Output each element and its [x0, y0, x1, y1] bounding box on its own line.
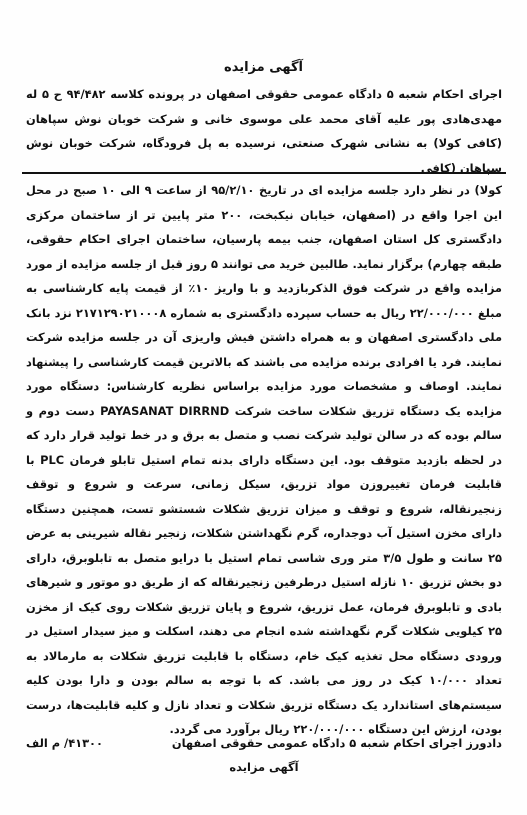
signature-row [26, 731, 502, 755]
notice-body-text: کولا) در نظر دارد جلسه مزایده ای در تاریخ ۹۵/۲/۱۰ از ساعت ۹ الی ۱۰ صبح در محل این اجرا واقع در (اصفهان، خیابان نیکبخت، ۲۰۰ متر پایین تر از ساختمان مرکزی دادگستری کل استان اصفهان، جنب بیمه پارسیان، ساختمان اجرای احکام حقوقی، طبقه چهارم) برگزار نماید. طالبین خرید می توانند ۵ روز قبل از جلسه مزایده از مورد مزایده واقع در شرکت فوق الذکربازدید و با واریز ۱۰٪ از قیمت پایه کارشناسی به مبلغ ۲۲/۰۰۰/۰۰۰ ریال به حساب سپرده دادگستری به شماره ۲۱۷۱۲۹۰۲۱۰۰۰۸ نزد بانک ملی دادگستری اصفهان و به همراه داشتن فیش واریزی آن در جلسه مزایده شرکت نمایند. فرد یا افرادی برنده مزایده می باشند که بالاترین قیمت کارشناسی را پیشنهاد نمایند. اوصاف و مشخصات مورد مزایده براساس نظریه کارشناس: دستگاه مورد مزایده یک دستگاه تزریق شکلات ساخت شرکت PAYASANAT DIRRND دست دوم و سالم بوده که در سالن تولید شرکت نصب و متصل به برق و در خط تولید قرار دارد که در لحظه بازدید متوقف بود. این دستگاه دارای بدنه تمام استیل تابلو فرمان PLC با قابلیت فرمان تغییروزن مواد تزریق، سیکل زمانی، سرعت و شروع و توقف زنجیرنقاله، شروع و توقف و میزان تزریق شکلات شستشو تست، همچنین دستگاه دارای مخزن استیل آب دوجداره، گرم نگهداشتن شکلات، زنجیر نقاله شیرینی به عرض ۲۵ سانت و طول ۳/۵ متر وری شاسی تمام استیل با درایو متصل به تابلوبرق، دارای دو بخش تزریق ۱۰ نازله استیل درطرفین زنجیرنقاله که از طریق دو موتور و شیرهای بادی و تابلوبرق فرمان، عمل تزریق، شروع و پایان تزریق شکلات روی کیک از مخزن ۲۵ کیلویی شکلات گرم نگهداشته شده انجام می دهند، اسکلت و میز سیدار استیل در ورودی دستگاه محل تغذیه کیک خام، دستگاه با قابلیت تزریق شکلات به مارمالاد به تعداد ۱۰/۰۰۰ کیک در روز می باشد. که با توجه به سالم بودن و دارا بودن کلیه سیستم‌های استاندارد یک دستگاه تزریق شکلات و تعداد نازل و کلیه قابلیت‌ها، درست بودن، ارزش این دستگاه ۲۲۰/۰۰۰/۰۰۰ ریال برآورد می گردد. [26, 183, 502, 736]
next-notice-title: آگهی مزایده [229, 760, 299, 774]
section-divider [22, 172, 506, 174]
notice-intro-block [26, 82, 502, 180]
notice-body-block [26, 178, 502, 742]
notice-intro-text: اجرای احکام شعبه ۵ دادگاه عمومی حقوقی اصفهان در پرونده کلاسه ۹۴/۴۸۲ ح ۵ له مهدی‌هادی پور علیه آقای محمد علی موسوی خانی و شرکت خوبان نوش سپاهان (کافی کولا) به نشانی شهرک صنعتی، نرسیده به پل فرودگاه، شرکت خوبان نوش سپاهان (کافی [26, 87, 502, 175]
notice-code: ۴۱۳۰۰/ م الف [26, 736, 103, 750]
notice-title: آگهی مزایده [224, 60, 303, 75]
notice-footer [26, 731, 502, 779]
signature-text: دادورز اجرای احکام شعبه ۵ دادگاه عمومی حقوقی اصفهان [171, 736, 502, 750]
